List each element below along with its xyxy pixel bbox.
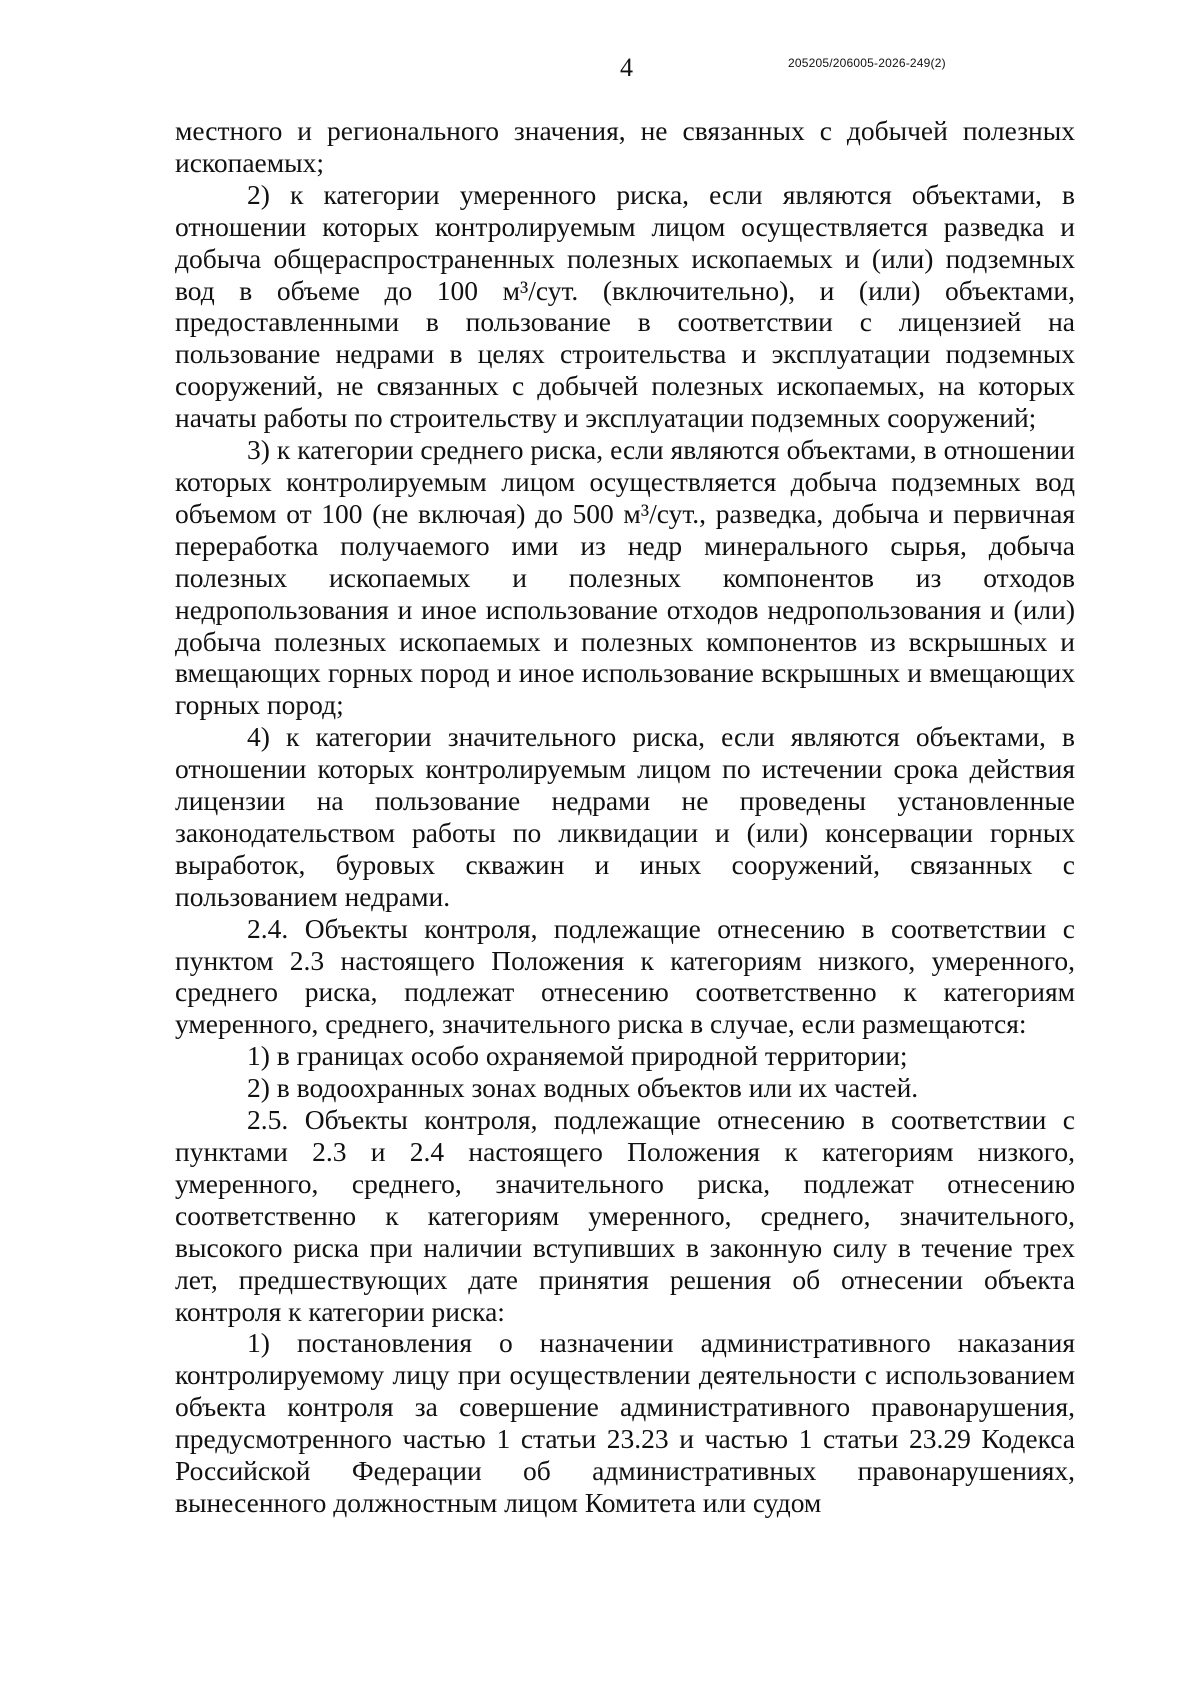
paragraph-clause-2-5: 2.5. Объекты контроля, подлежащие отнесению в соответствии с пунктами 2.3 и 2.4 настоящего Положения к категориям низкого, умеренного, среднего, значительного риска, подлежат отнесению соответственно к категориям умеренного, среднего, значительного, высокого риска при наличии вступивших в законную силу в течение трех лет, предшествующих дате принятия решения об отнесении объекта контроля к категории риска: <box>175 1104 1075 1327</box>
paragraph-clause-2-4-item-1: 1) в границах особо охраняемой природной территории; <box>247 1040 908 1072</box>
paragraph-medium-risk: 3) к категории среднего риска, если являются объектами, в отношении которых контролируемым лицом осуществляется добыча подземных вод объемом от 100 (не включая) до 500 м³/сут., разведка, добыча и первичная переработка получаемого ими из недр минерального сырья, добыча полезных ископаемых и полезных компонентов из отходов недропользования и иное использование отходов недропользования и (или) добыча полезных ископаемых и полезных компонентов из вскрышных и вмещающих горных пород и иное использование вскрышных и вмещающих горных пород; <box>175 434 1075 721</box>
paragraph-clause-2-4-item-2: 2) в водоохранных зонах водных объектов или их частей. <box>247 1072 919 1104</box>
document-body <box>175 115 1075 1519</box>
paragraph-moderate-risk: 2) к категории умеренного риска, если являются объектами, в отношении которых контролируемым лицом осуществляется разведка и добыча общераспространенных полезных ископаемых и (или) подземных вод в объеме до 100 м³/сут. (включительно), и (или) объектами, предоставленными в пользование в соответствии с лицензией на пользование недрами в целях строительства и эксплуатации подземных сооружений, не связанных с добычей полезных ископаемых, на которых начаты работы по строительству и эксплуатации подземных сооружений; <box>175 178 1075 434</box>
paragraph-clause-2-5-item-1: 1) постановления о назначении административного наказания контролируемому лицу при осуществлении деятельности с использованием объекта контроля за совершение административного правонарушения, предусмотренного частью 1 статьи 23.23 и частью 1 статьи 23.29 Кодекса Российской Федерации об административных правонарушениях, вынесенного должностным лицом Комитета или судом <box>175 1327 1075 1518</box>
page-number: 4 <box>620 53 633 82</box>
document-code: 205205/206005-2026-249(2) <box>788 56 946 70</box>
paragraph-continuation: местного и регионального значения, не связанных с добычей полезных ископаемых; <box>175 115 1075 178</box>
paragraph-clause-2-4: 2.4. Объекты контроля, подлежащие отнесению в соответствии с пунктом 2.3 настоящего Положения к категориям низкого, умеренного, среднего риска, подлежат отнесению соответственно к категориям умеренного, среднего, значительного риска в случае, если размещаются: <box>175 912 1075 1040</box>
paragraph-significant-risk: 4) к категории значительного риска, если являются объектами, в отношении которых контролируемым лицом по истечении срока действия лицензии на пользование недрами не проведены установленные законодательством работы по ликвидации и (или) консервации горных выработок, буровых скважин и иных сооружений, связанных с пользованием недрами. <box>175 721 1075 912</box>
